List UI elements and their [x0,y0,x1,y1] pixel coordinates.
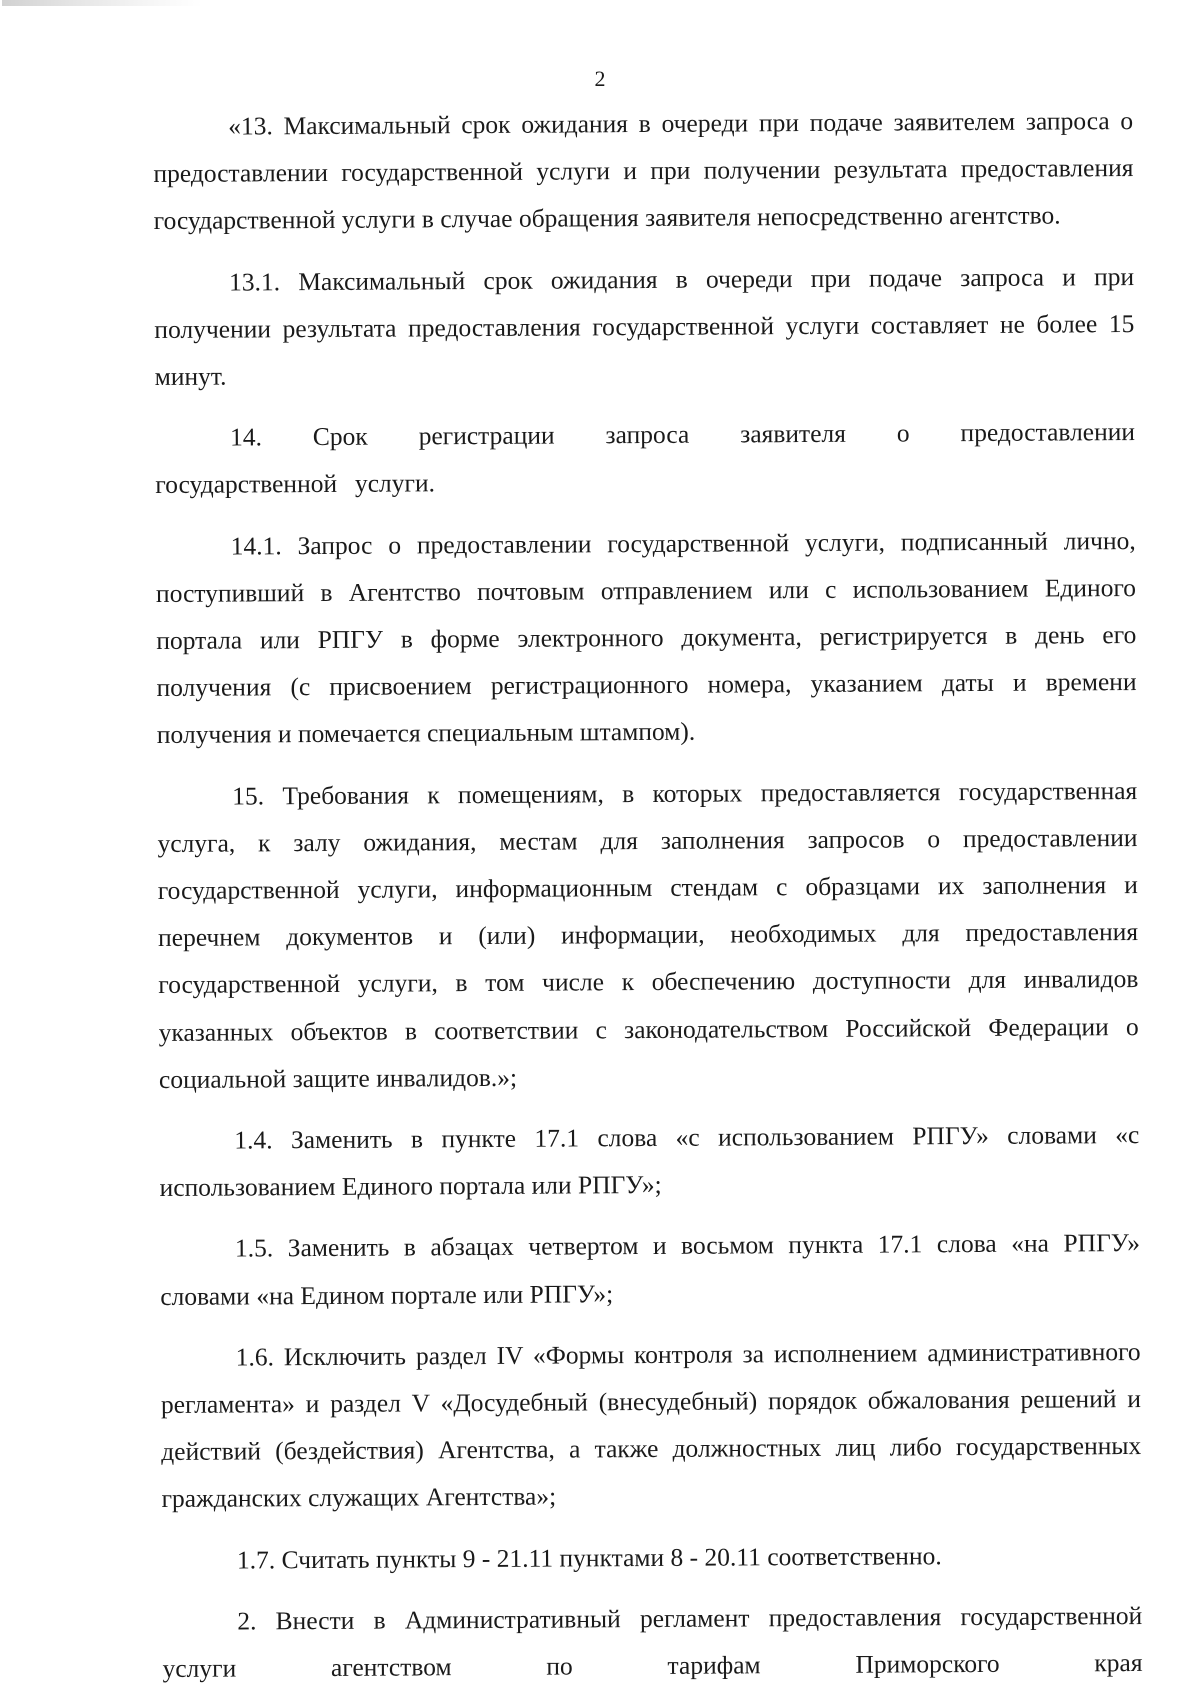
paragraph-1-5: 1.5. Заменить в абзацах четвертом и восьмом пункта 17.1 слова «на РПГУ» словами «на Едином портале или РПГУ»; [160,1228,1141,1311]
scan-artifact [2,0,202,6]
paragraph-1-7: 1.7. Считать пункты 9 - 21.11 пунктами 8 - 20.11 соответственно. [236,1540,942,1575]
paragraph-14: 14. Срок регистрации запроса заявителя о предоставлении государственной услуги. [155,417,1136,500]
paragraph-2: 2. Внести в Административный регламент предоставления государственной услуги агентством по тарифам Приморского края [162,1600,1143,1684]
paragraph-13-1: 13.1. Максимальный срок ожидания в очереди при подаче запроса и при получении результата предоставления государственной услуги составляет не более 15 минут. [154,261,1135,392]
page-number: 2 [594,66,606,91]
paragraph-15: 15. Требования к помещениям, в которых предоставляется государственная услуга, к залу ожидания, местам для заполнения запросов о предоставлении государственной услуги, информационным стендам с образцами их заполнения и перечнем документов и (или) информации, необходимых для предоставления государственной услуги, в том числе к обеспечению доступности для инвалидов указанных объектов в соответствии с законодательством Российской Федерации о социальной защите инвалидов.»; [157,775,1139,1094]
document-body [153,97,1143,1706]
paragraph-1-4: 1.4. Заменить в пункте 17.1 слова «с использованием РПГУ» словами «с использованием Единого портала или РПГУ»; [159,1120,1140,1203]
paragraph-13: «13. Максимальный срок ожидания в очереди при подаче заявителем запроса о предоставлении государственной услуги и при получении результата предоставления государственной услуги в случае обращения заявителя непосредственно агентство. [153,106,1134,236]
paragraph-1-6: 1.6. Исключить раздел IV «Формы контроля за исполнением административного регламента» и раздел V «Досудебный (внесудебный) порядок обжалования решений и действий (бездействия) Агентства, а также должностных лиц либо государственных гражданских служащих Агентства»; [160,1336,1142,1514]
paragraph-14-1: 14.1. Запрос о предоставлении государственной услуги, подписанный лично, поступивший в Агентство почтовым отправлением или с использованием Единого портала или РПГУ в форме электронного документа, регистрируется в день его получения (с присвоением регистрационного номера, указанием даты и времени получения и помечается специальным штампом). [155,525,1137,750]
